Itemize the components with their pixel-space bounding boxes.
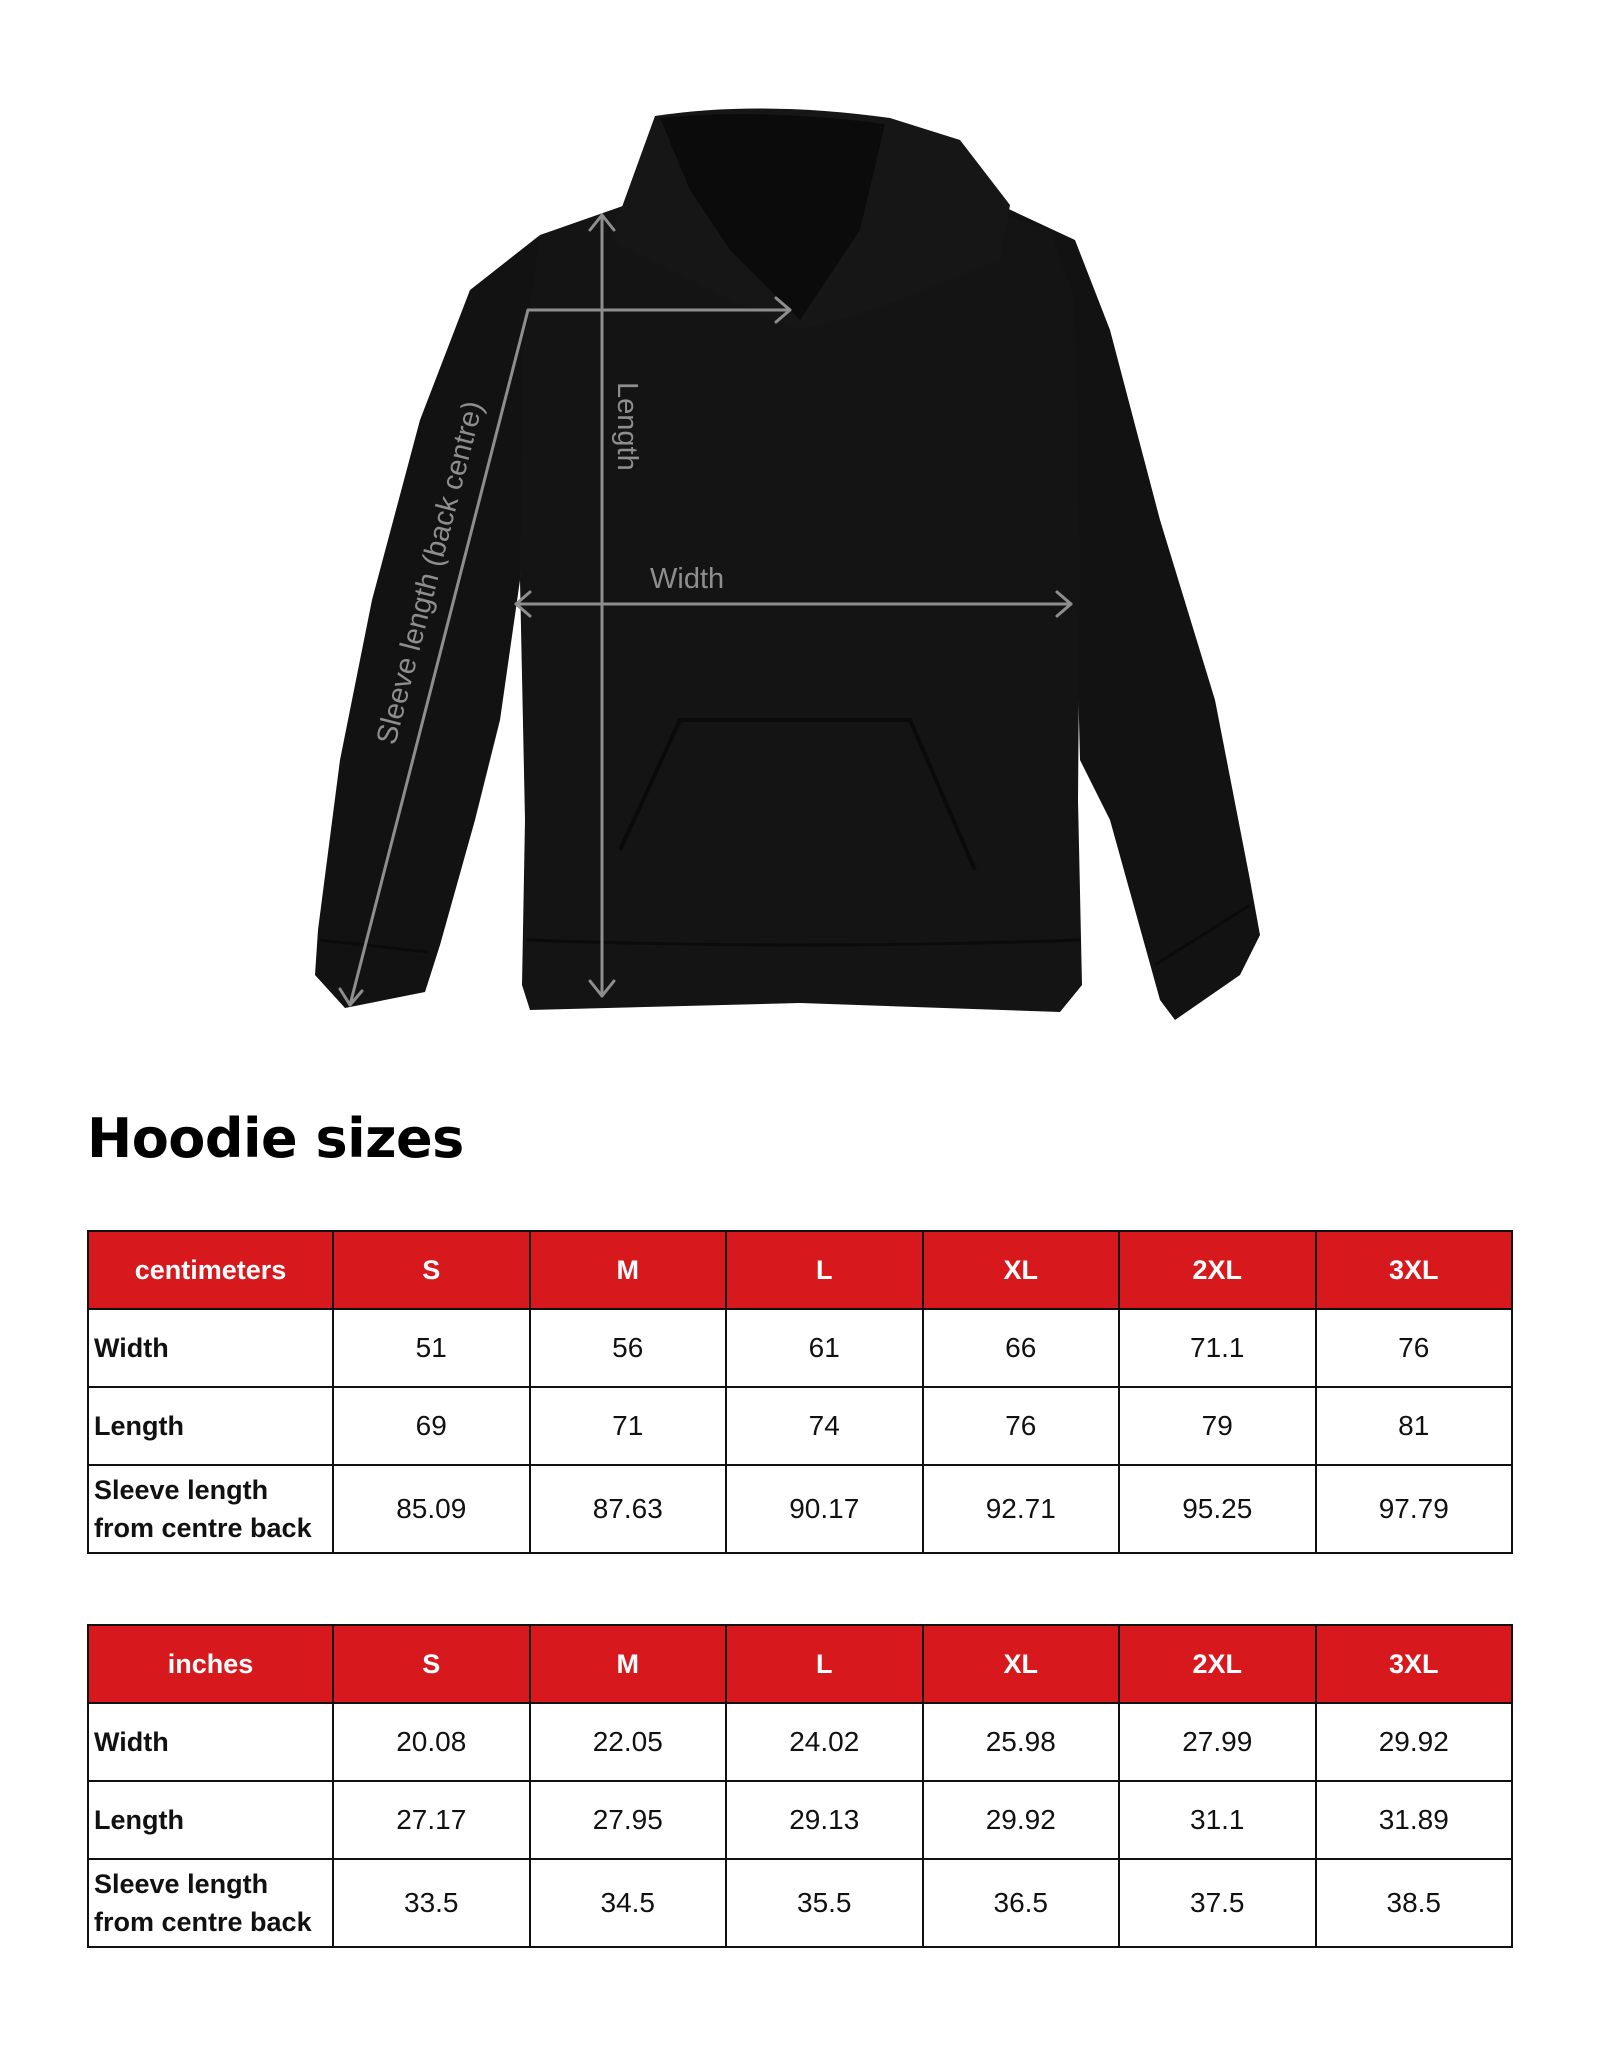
row-label: Sleeve length from centre back	[88, 1465, 333, 1553]
size-header: L	[726, 1231, 923, 1309]
table-header-row	[88, 1231, 1512, 1309]
size-header: 2XL	[1119, 1231, 1316, 1309]
table-row-length	[88, 1387, 1512, 1465]
hoodie-illustration	[315, 108, 1260, 1020]
size-header: S	[333, 1625, 530, 1703]
table-cell: 87.63	[530, 1465, 727, 1553]
row-label: Sleeve length from centre back	[88, 1859, 333, 1947]
table-cell: 76	[1316, 1309, 1513, 1387]
table-cell: 69	[333, 1387, 530, 1465]
table-header-row	[88, 1625, 1512, 1703]
table-cell: 90.17	[726, 1465, 923, 1553]
table-cell: 35.5	[726, 1859, 923, 1947]
table-cell: 37.5	[1119, 1859, 1316, 1947]
table-cell: 74	[726, 1387, 923, 1465]
table-cell: 27.99	[1119, 1703, 1316, 1781]
table-cell: 76	[923, 1387, 1120, 1465]
table-cell: 29.13	[726, 1781, 923, 1859]
size-header: M	[530, 1231, 727, 1309]
table-cell: 85.09	[333, 1465, 530, 1553]
table-cell: 66	[923, 1309, 1120, 1387]
size-header: XL	[923, 1625, 1120, 1703]
unit-header: inches	[88, 1625, 333, 1703]
table-cell: 61	[726, 1309, 923, 1387]
size-table-centimeters	[87, 1230, 1513, 1554]
table-cell: 79	[1119, 1387, 1316, 1465]
row-label: Length	[88, 1387, 333, 1465]
row-label: Width	[88, 1309, 333, 1387]
table-cell: 81	[1316, 1387, 1513, 1465]
width-label: Width	[650, 563, 725, 595]
table-cell: 95.25	[1119, 1465, 1316, 1553]
table-cell: 51	[333, 1309, 530, 1387]
table-cell: 25.98	[923, 1703, 1120, 1781]
table-cell: 31.89	[1316, 1781, 1513, 1859]
table-cell: 36.5	[923, 1859, 1120, 1947]
table-row-length	[88, 1781, 1512, 1859]
size-header: XL	[923, 1231, 1120, 1309]
table-cell: 92.71	[923, 1465, 1120, 1553]
row-label: Length	[88, 1781, 333, 1859]
table-cell: 27.17	[333, 1781, 530, 1859]
table-row-width	[88, 1703, 1512, 1781]
size-header: 2XL	[1119, 1625, 1316, 1703]
table-row-sleeve	[88, 1465, 1512, 1553]
page-title: Hoodie sizes	[87, 1107, 464, 1170]
size-header: S	[333, 1231, 530, 1309]
table-cell: 24.02	[726, 1703, 923, 1781]
table-cell: 97.79	[1316, 1465, 1513, 1553]
table-row-width	[88, 1309, 1512, 1387]
size-header: L	[726, 1625, 923, 1703]
table-cell: 20.08	[333, 1703, 530, 1781]
row-label: Width	[88, 1703, 333, 1781]
table-cell: 71	[530, 1387, 727, 1465]
length-label: Length	[611, 382, 643, 471]
table-cell: 34.5	[530, 1859, 727, 1947]
table-cell: 22.05	[530, 1703, 727, 1781]
size-header: 3XL	[1316, 1231, 1513, 1309]
table-cell: 38.5	[1316, 1859, 1513, 1947]
size-header: 3XL	[1316, 1625, 1513, 1703]
table-cell: 29.92	[1316, 1703, 1513, 1781]
size-header: M	[530, 1625, 727, 1703]
table-cell: 27.95	[530, 1781, 727, 1859]
unit-header: centimeters	[88, 1231, 333, 1309]
sleeve-label: Sleeve length (back centre)	[370, 397, 490, 748]
size-table-inches	[87, 1624, 1513, 1948]
table-cell: 56	[530, 1309, 727, 1387]
table-cell: 33.5	[333, 1859, 530, 1947]
table-cell: 31.1	[1119, 1781, 1316, 1859]
table-cell: 29.92	[923, 1781, 1120, 1859]
table-cell: 71.1	[1119, 1309, 1316, 1387]
table-row-sleeve	[88, 1859, 1512, 1947]
